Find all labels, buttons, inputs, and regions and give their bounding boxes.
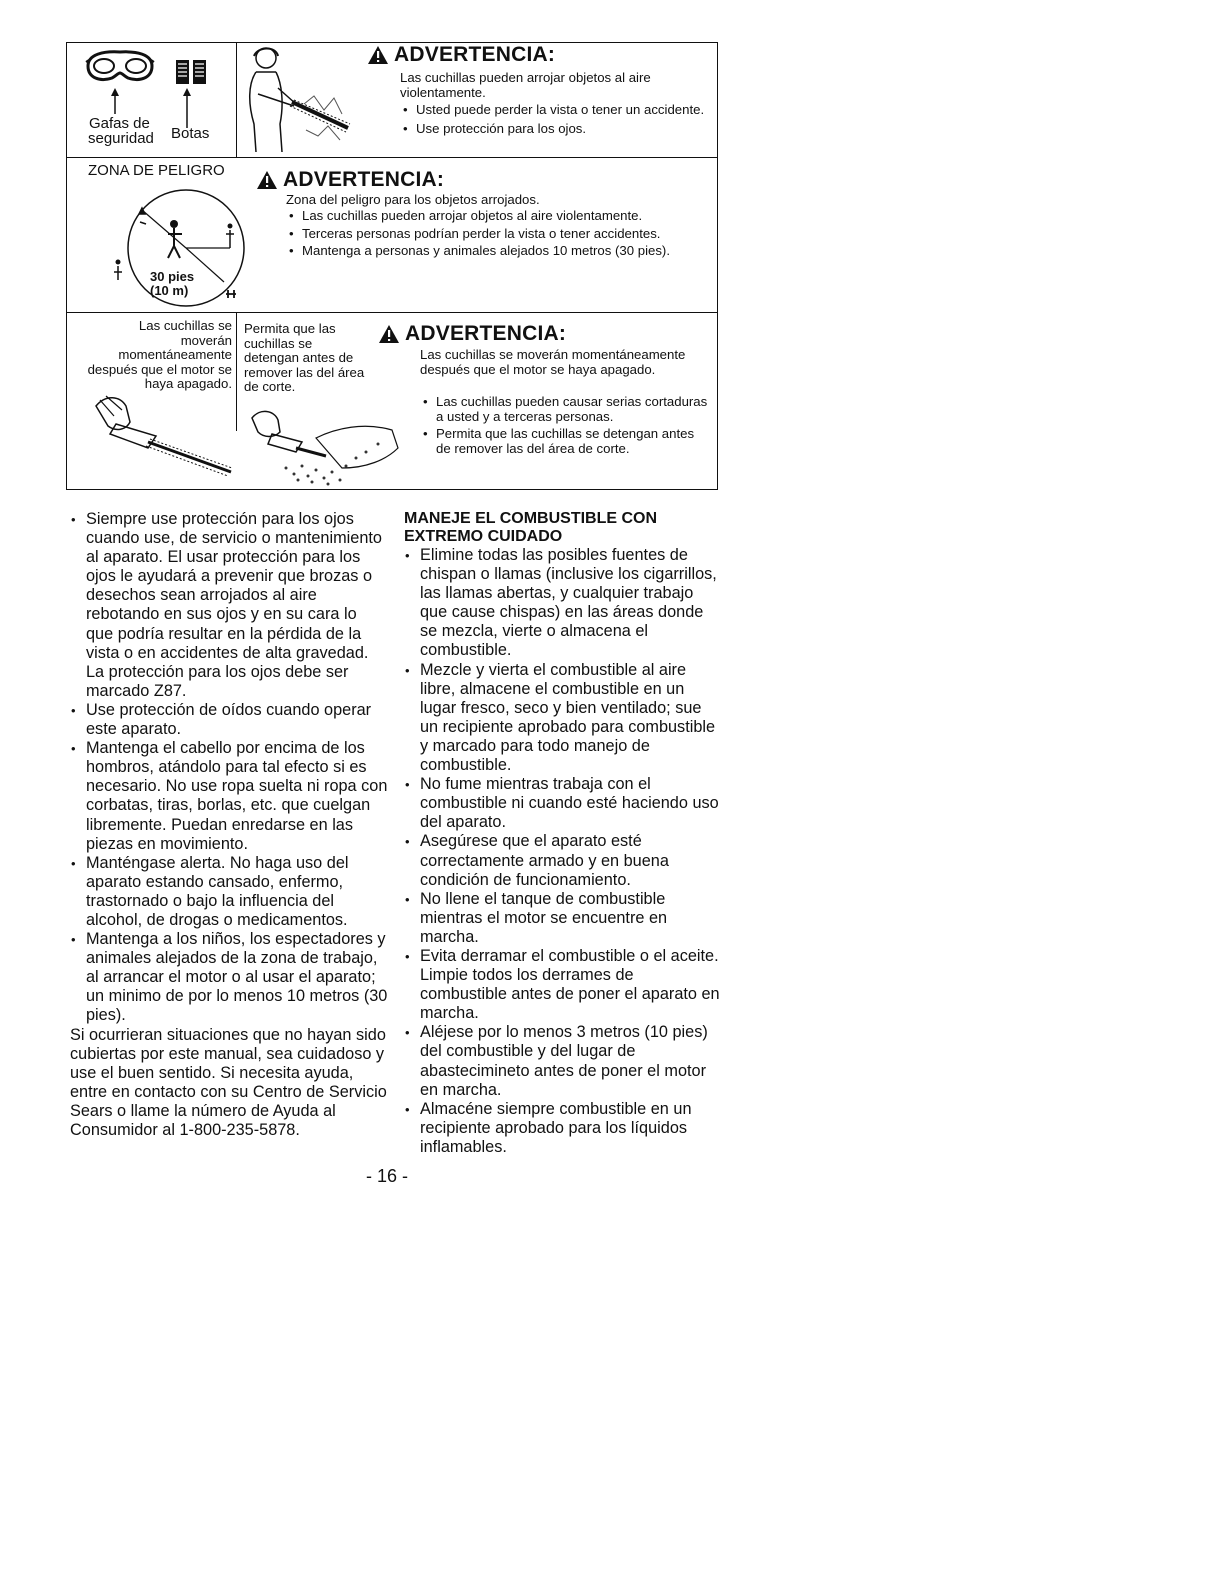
hedge-trimmer-illustration xyxy=(86,386,236,481)
divider xyxy=(236,313,237,431)
blades-note: Las cuchillas se moverán momentáneamente después que el motor se haya apagado. xyxy=(87,318,232,391)
distance-label: 30 pies xyxy=(150,269,195,284)
list-item: • Mantenga el cabello por encima de los hombros, atándolo para tal efecto si es necesario. No use ropa suelta ni ropa con corbatas, tiras, borlas, etc. que cuelgan libremente. Puedan enredarse en las piezas en movimiento. xyxy=(70,739,388,854)
divider xyxy=(236,42,237,158)
gafas-label: Gafas de xyxy=(89,115,150,132)
goggles-icon xyxy=(84,48,156,91)
warning-intro: Las cuchillas pueden arrojar objetos al aire violentamente. xyxy=(400,70,651,100)
permit-note: Permita que las cuchillas se detengan antes de remover las del área de corte. xyxy=(244,321,365,394)
list-item: • Terceras personas podrían perder la vista o tener accidentes. xyxy=(286,227,710,242)
warning-title: ADVERTENCIA: xyxy=(405,322,567,345)
gafas-label: seguridad xyxy=(88,130,154,147)
warning-title: ADVERTENCIA: xyxy=(394,43,556,66)
list-item: • No fume mientras trabaja con el combustible ni cuando esté haciendo uso del aparato. xyxy=(404,775,720,832)
warning-triangle-icon xyxy=(378,324,400,344)
list-item: • Mantenga a los niños, los espectadores y animales alejados de la zona de trabajo, al arrancar el motor o al usar el aparato; un minimo de por lo menos 10 metros (30 pies). xyxy=(70,930,388,1025)
right-column xyxy=(404,510,720,1157)
warning-title: ADVERTENCIA: xyxy=(283,168,445,191)
list-item: • Siempre use protección para los ojos cuando use, de servicio o mantenimiento al aparato. El usar protección para los ojos le ayudará a prevenir que brozas o desechos sean arrojados al aire rebotando en sus ojos y en su cara lo que podría resultar en la pérdida de la vista o en accidentes de alta gravedad. La protección para los ojos debe ser marcado Z87. xyxy=(70,510,388,701)
list-item: • Permita que las cuchillas se detengan antes de remover las del área de corte. xyxy=(420,427,712,456)
divider xyxy=(66,157,718,158)
list-item: • Use protección de oídos cuando operar este aparato. xyxy=(70,701,388,739)
left-column xyxy=(70,510,388,1140)
distance-label: (10 m) xyxy=(150,283,189,298)
danger-zone-label: ZONA DE PELIGRO xyxy=(88,162,225,179)
list-item: • Use protección para los ojos. xyxy=(400,122,706,137)
botas-label: Botas xyxy=(171,125,210,142)
list-item: • No llene el tanque de combustible mientras el motor se encuentre en marcha. xyxy=(404,890,720,947)
list-item: • Elimine todas las posibles fuentes de chispan o llamas (inclusive los cigarrillos, las llamas abertas, y cualquier trabajo que cause chispas) en las áreas donde se mezcla, vierte o almacena el combustible. xyxy=(404,546,720,661)
list-item: • Usted puede perder la vista o tener un accidente. xyxy=(400,103,706,118)
warning-bullets xyxy=(286,209,710,259)
warning-triangle-icon xyxy=(256,170,278,190)
closing-paragraph: Si ocurrieran situaciones que no hayan sido cubiertas por este manual, sea cuidadoso y use el buen sentido. Si necesita ayuda, entre en contacto con su Centro de Servicio Sears o llame la número de Ayuda al Consumidor al 1-800-235-5878. xyxy=(70,1025,387,1139)
list-item: • Las cuchillas pueden arrojar objetos al aire violentamente. xyxy=(286,209,710,224)
warning-bullets xyxy=(420,395,712,456)
list-item: • Mezcle y vierta el combustible al aire libre, almacene el combustible en un lugar fresco, seco y bien ventilado; sue un recipiente aprobado para combustible y marcado para todo manejo de combustible. xyxy=(404,661,720,776)
page-number: - 16 - xyxy=(366,1166,409,1186)
list-item: • Mantenga a personas y animales alejados 10 metros (30 pies). xyxy=(286,244,710,259)
list-item: • Manténgase alerta. No haga uso del aparato estando cansado, enfermo, trastornado o bajo la influencia del alcohol, de drogas o medicamentos. xyxy=(70,854,388,930)
warning-bullets xyxy=(400,103,706,136)
list-item: • Almacéne siempre combustible en un recipiente aprobado para los líquidos inflamables. xyxy=(404,1100,720,1157)
section-heading: MANEJE EL COMBUSTIBLE CON EXTREMO CUIDADO xyxy=(404,510,658,545)
list-item: • Aléjese por lo menos 3 metros (10 pies) del combustible y del lugar de abastecimineto antes de poner el motor en marcha. xyxy=(404,1023,720,1099)
list-item: • Evita derramar el combustible o el aceite. Limpie todos los derrames de combustible antes de poner el aparato en marcha. xyxy=(404,947,720,1023)
warning-triangle-icon xyxy=(367,45,389,65)
trimmer-debris-illustration xyxy=(246,408,406,493)
operator-illustration xyxy=(244,44,356,159)
list-item: • Asegúrese que el aparato esté correctamente armado y en buena condición de funcionamiento. xyxy=(404,832,720,889)
warning-intro: Zona del peligro para los objetos arrojados. xyxy=(286,192,540,207)
warning-intro: Las cuchillas se moverán momentáneamente después que el motor se haya apagado. xyxy=(420,347,686,377)
list-item: • Las cuchillas pueden causar serias cortaduras a usted y a terceras personas. xyxy=(420,395,712,424)
